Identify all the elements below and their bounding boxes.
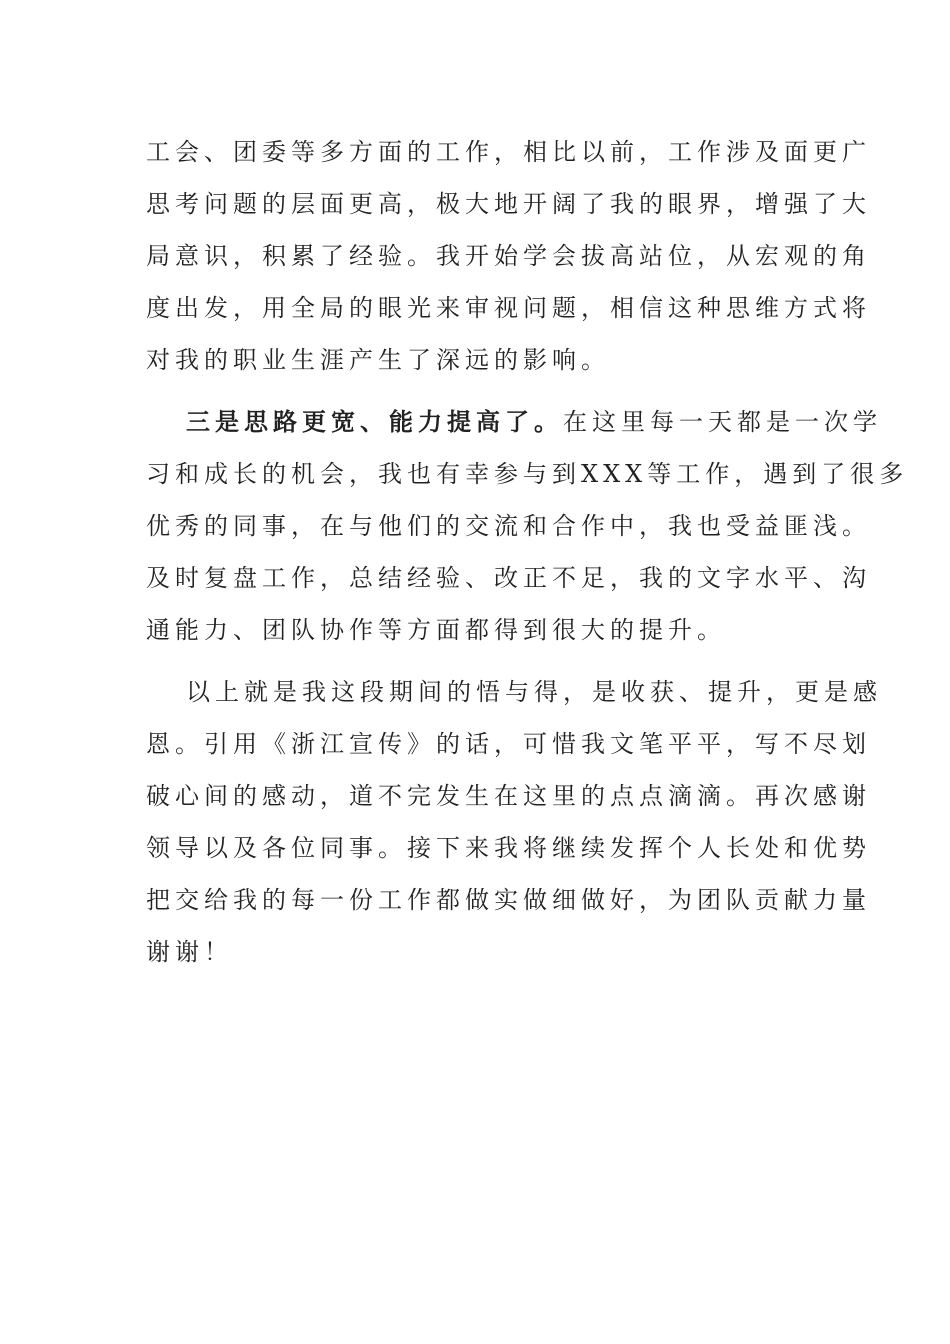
paragraph-2 [146, 396, 909, 656]
text-line: 优秀的同事，在与他们的交流和合作中，我也受益匪浅。 [146, 512, 871, 540]
text-line: 局意识，积累了经验。我开始学会拔高站位，从宏观的角 [146, 242, 871, 270]
text-run: 在这里每一天都是一次学 [563, 408, 882, 436]
text-line: 思考问题的层面更高，极大地开阔了我的眼界，增强了大 [146, 190, 871, 218]
text-line: 通能力、团队协作等方面都得到很大的提升。 [146, 616, 726, 644]
paragraph-1 [146, 126, 871, 386]
text-line: 谢谢！ [146, 938, 233, 966]
text-line: 及时复盘工作，总结经验、改正不足，我的文字水平、沟 [146, 564, 871, 592]
text-line: 领导以及各位同事。接下来我将继续发挥个人长处和优势 [146, 834, 871, 862]
text-line: 对我的职业生涯产生了深远的影响。 [146, 346, 610, 374]
text-line [146, 396, 882, 448]
text-line: 工会、团委等多方面的工作，相比以前，工作涉及面更广 [146, 138, 871, 166]
text-line: 把交给我的每一份工作都做实做细做好，为团队贡献力量 [146, 886, 871, 914]
text-line: 恩。引用《浙江宣传》的话，可惜我文笔平平，写不尽划 [146, 730, 871, 758]
text-line: 以上就是我这段期间的悟与得，是收获、提升，更是感 [186, 678, 882, 706]
text-line: 度出发，用全局的眼光来审视问题，相信这种思维方式将 [146, 294, 871, 322]
section-heading: 三是思路更宽、能力提高了。 [186, 407, 563, 436]
text-line: 破心间的感动，道不完发生在这里的点点滴滴。再次感谢 [146, 782, 871, 810]
paragraph-3 [146, 666, 882, 978]
text-line: 习和成长的机会，我也有幸参与到XXX等工作，遇到了很多 [146, 460, 909, 488]
document-body [146, 126, 909, 978]
